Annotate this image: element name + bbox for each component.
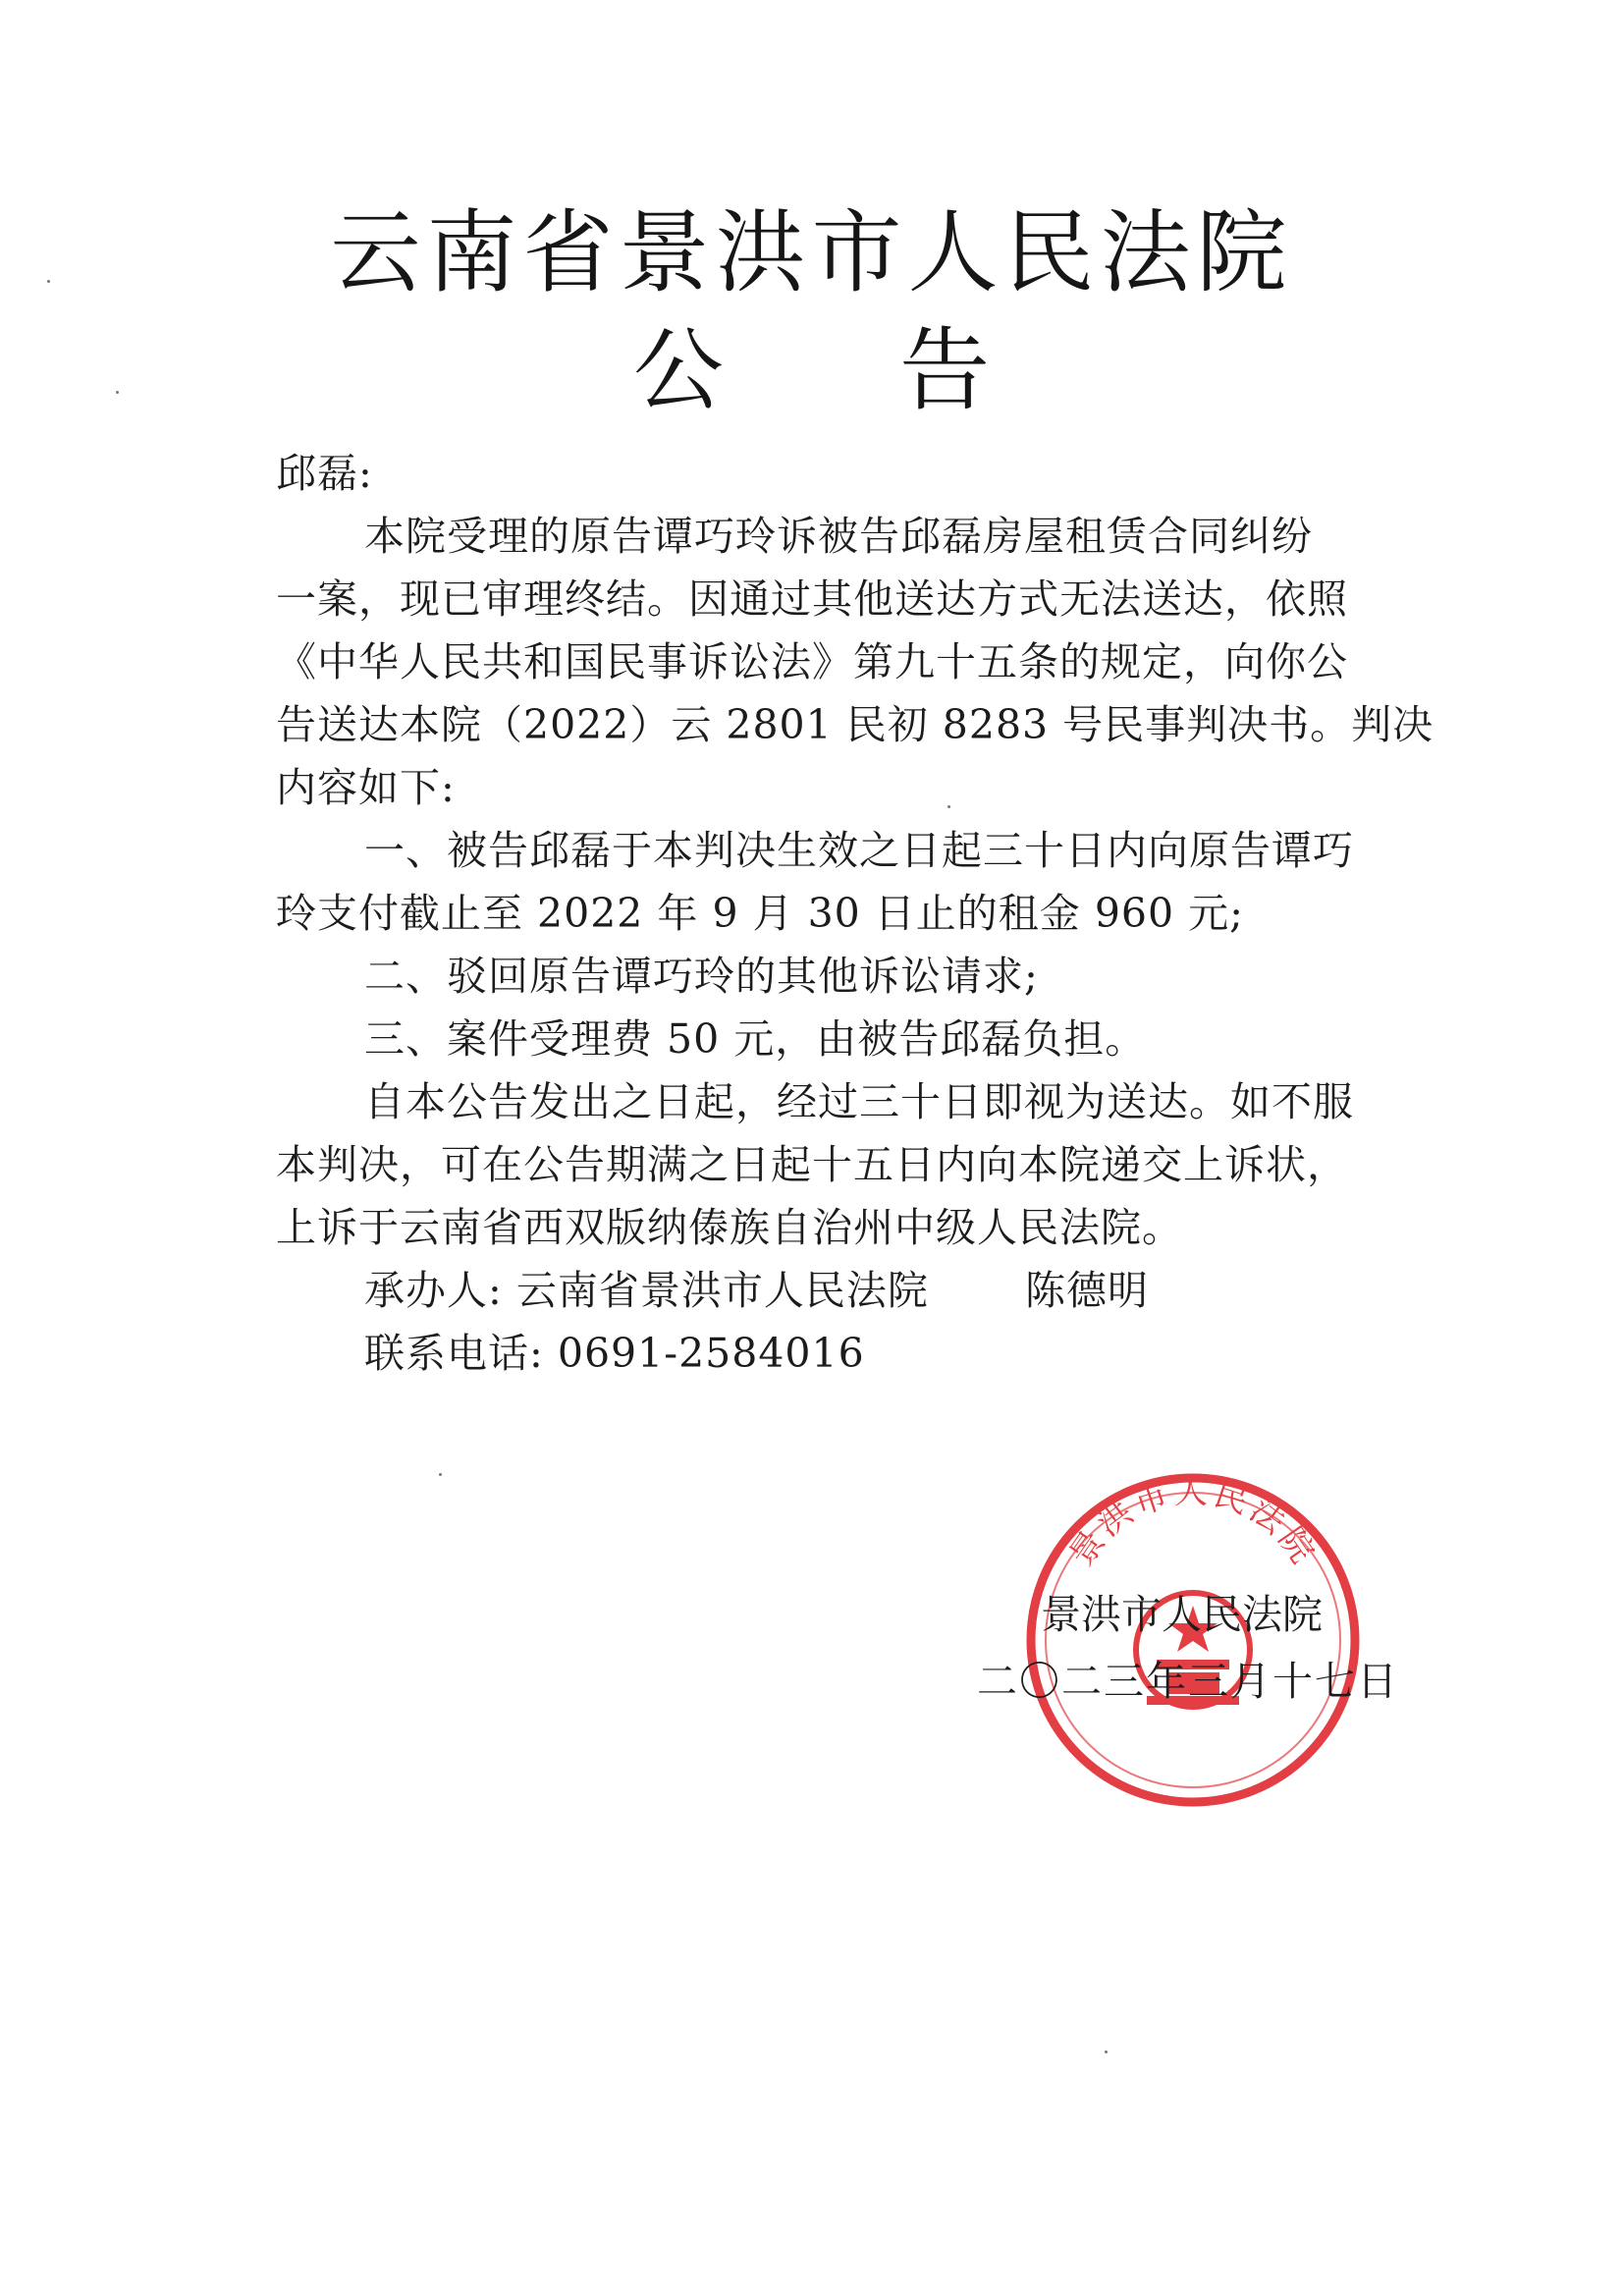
paragraph-line: 自本公告发出之日起，经过三十日即视为送达。如不服 [364, 1078, 1354, 1125]
signature-court: 景洪市人民法院 [1041, 1591, 1323, 1638]
paragraph-line: 《中华人民共和国民事诉讼法》第九十五条的规定，向你公 [276, 638, 1348, 685]
scan-speck [947, 805, 950, 808]
signature-date: 二〇二三年三月十七日 [977, 1658, 1399, 1705]
contact-phone: 0691-2584016 [557, 1330, 865, 1377]
judgment-item-2: 二、驳回原告谭巧玲的其他诉讼请求; [364, 953, 1039, 1000]
paragraph-line: 一案，现已审理终结。因通过其他送达方式无法送达，依照 [276, 575, 1348, 623]
handler-court: 云南省景洪市人民法院 [515, 1267, 929, 1314]
paragraph-line: 本院受理的原告谭巧玲诉被告邱磊房屋租赁合同纠纷 [364, 513, 1313, 560]
notice-body [276, 442, 1434, 1385]
judgment-item-1-line: 一、被告邱磊于本判决生效之日起三十日内向原告谭巧 [364, 827, 1354, 874]
scan-speck [439, 1473, 442, 1476]
court-name-heading: 云南省景洪市人民法院 [330, 200, 1293, 305]
notice-title: 公 告 [632, 318, 991, 423]
paragraph-line: 上诉于云南省西双版纳傣族自治州中级人民法院。 [276, 1204, 1183, 1251]
judgment-item-3: 三、案件受理费 50 元，由被告邱磊负担。 [364, 1015, 1147, 1063]
addressee: 邱磊: [276, 450, 373, 497]
contact-line [276, 1322, 1405, 1385]
contact-label: 联系电话: [364, 1330, 544, 1377]
scan-speck [47, 280, 50, 283]
paragraph-line: 本判决，可在公告期满之日起十五日内向本院递交上诉状， [276, 1141, 1348, 1188]
svg-text:景洪市人民法院: 景洪市人民法院 [1061, 1472, 1325, 1574]
scan-speck [116, 391, 119, 394]
judgment-item-1-line: 玲支付截止至 2022 年 9 月 30 日止的租金 960 元; [276, 890, 1244, 937]
paragraph-line: 告送达本院（2022）云 2801 民初 8283 号民事判决书。判决 [276, 701, 1434, 748]
handler-line [276, 1259, 1405, 1322]
paragraph-line: 内容如下: [276, 764, 456, 811]
handler-label: 承办人: [364, 1267, 503, 1314]
scan-speck [1105, 2050, 1108, 2053]
handler-name: 陈德明 [1024, 1267, 1149, 1314]
